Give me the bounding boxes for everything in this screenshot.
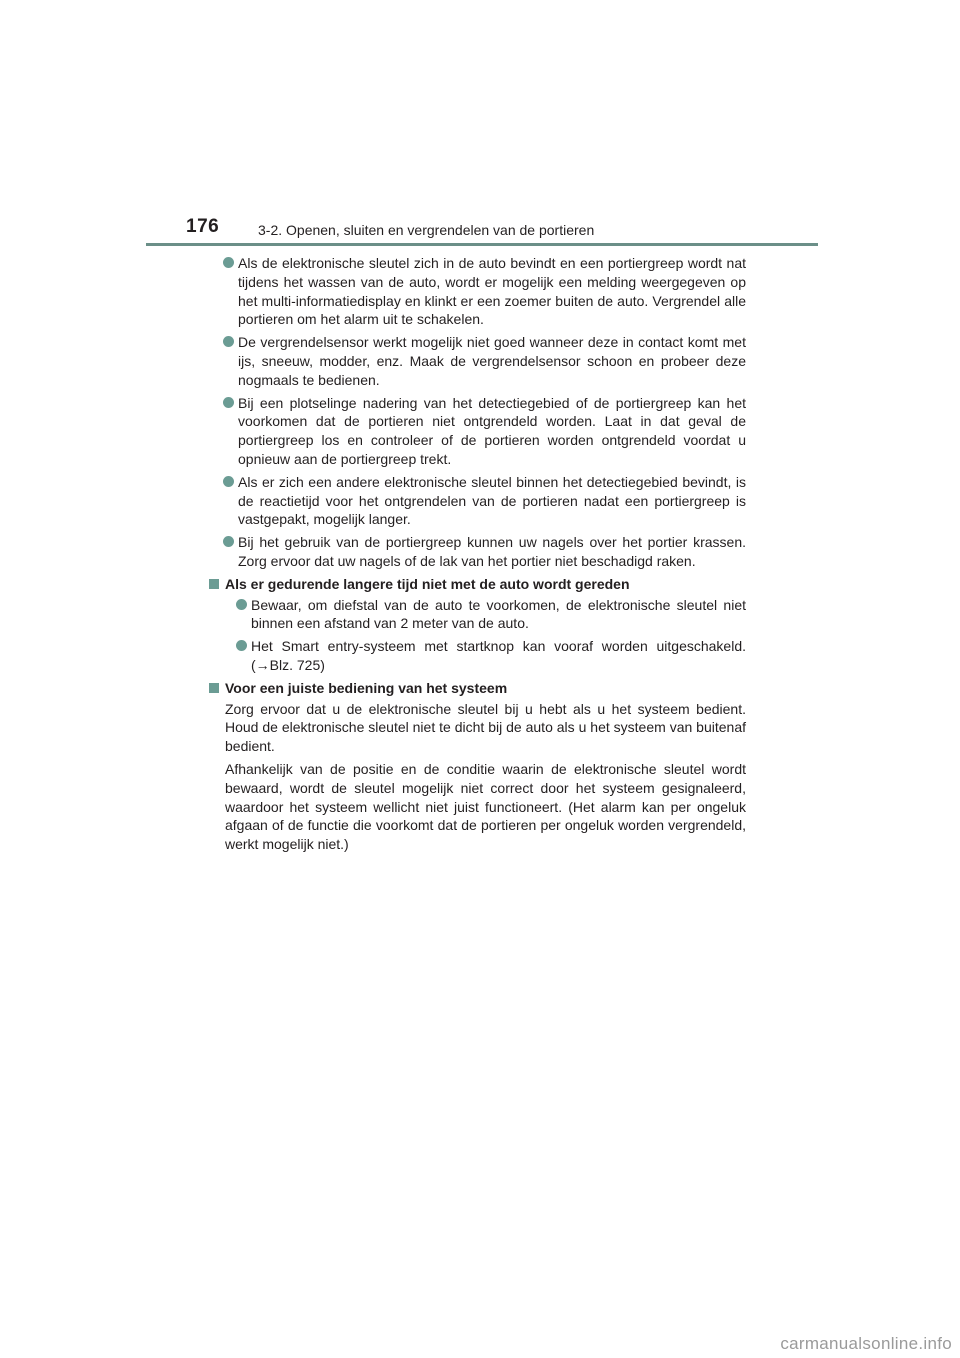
list-item: Bij het gebruik van de portiergreep kunnen uw nagels over het portier krassen. Zorg ervoor dat uw nagels of de lak van het portier niet beschadigd raken. — [222, 533, 746, 571]
square-bullet-icon — [209, 579, 219, 589]
list-item: De vergrendelsensor werkt mogelijk niet goed wanneer deze in contact komt met ijs, sneeuw, modder, enz. Maak de vergrendelsensor schoon en probeer deze nogmaals te bedienen. — [222, 333, 746, 389]
list-item: Het Smart entry-systeem met startknop kan vooraf worden uitgeschakeld. (→Blz. 725) — [235, 637, 746, 675]
section-title: 3-2. Openen, sluiten en vergrendelen van de portieren — [258, 222, 595, 238]
bullet-icon — [236, 640, 247, 651]
list-item: Als er zich een andere elektronische sleutel binnen het detectiegebied bevindt, is de reactietijd voor het ontgrendelen van de portieren nadat een portiergreep is vastgepakt, mogelijk langer. — [222, 473, 746, 529]
bullet-icon — [236, 599, 247, 610]
list-item: Als de elektronische sleutel zich in de auto bevindt en een portiergreep wordt nat tijdens het wassen van de auto, wordt er mogelijk een melding weergegeven op het multi-informatiedisplay en klinkt er een zoemer buiten de auto. Vergrendel alle portieren om het alarm uit te schakelen. — [222, 254, 746, 329]
bullet-icon — [223, 257, 234, 268]
watermark-logo: carmanualsonline.info — [780, 1334, 952, 1353]
list-item: Bij een plotselinge nadering van het detectiegebied of de portiergreep kan het voorkomen dat de portieren niet ontgrendeld worden. Laat in dat geval de portiergreep los en controleer of de portieren worden ontgrendeld voordat u opnieuw aan de portiergreep trekt. — [222, 394, 746, 469]
page-number: 176 — [186, 216, 220, 237]
bullet-icon — [223, 476, 234, 487]
paragraph: Zorg ervoor dat u de elektronische sleutel bij u hebt als u het systeem bedient. Houd de elektronische sleutel niet te dicht bij de auto als u het systeem van buitenaf bedient. — [225, 700, 746, 755]
section-heading: Als er gedurende langere tijd niet met de auto wordt gereden — [209, 575, 746, 594]
bullet-icon — [223, 336, 234, 347]
bullet-icon — [223, 536, 234, 547]
section-heading: Voor een juiste bediening van het systeem — [209, 679, 746, 698]
header-rule — [146, 243, 818, 246]
paragraph: Afhankelijk van de positie en de conditie waarin de elektronische sleutel wordt bewaard, wordt de sleutel mogelijk niet correct door het systeem gesignaleerd, waardoor het systeem wellicht niet juist functioneert. (Het alarm kan per ongeluk afgaan of de functie die voorkomt dat de portieren per ongeluk worden vergrendeld, werkt mogelijk niet.) — [225, 760, 746, 853]
bullet-icon — [223, 397, 234, 408]
square-bullet-icon — [209, 683, 219, 693]
page-content — [222, 254, 746, 858]
list-item: Bewaar, om diefstal van de auto te voorkomen, de elektronische sleutel niet binnen een afstand van 2 meter van de auto. — [235, 596, 746, 634]
